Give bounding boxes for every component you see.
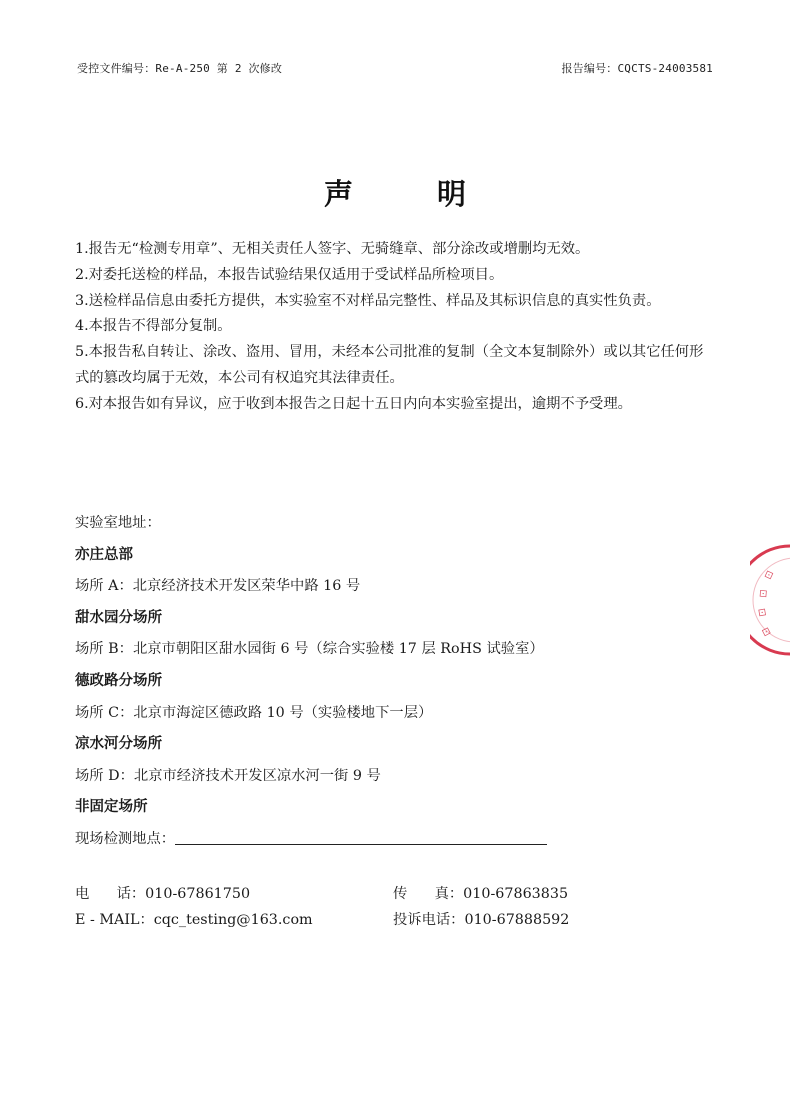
complaint-phone-label: 投诉电话： [393, 912, 465, 928]
phone-value: 010-67861750 [145, 886, 251, 902]
controlled-document-number: 受控文件编号：Re-A-250 第 2 次修改 [77, 62, 283, 75]
complaint-phone-field [393, 909, 569, 929]
complaint-phone-value: 010-67888592 [464, 912, 570, 928]
phone-label: 电 话： [75, 886, 146, 902]
site-address: 场所 D：北京市经济技术开发区凉水河一街 9 号 [75, 767, 381, 784]
lab-address-section [75, 508, 695, 856]
report-number: 报告编号：CQCTS-24003581 [561, 62, 713, 75]
site-name: 德政路分场所 [75, 672, 162, 689]
svg-text:⊡: ⊡ [762, 569, 777, 582]
onsite-location-row [75, 824, 695, 856]
page-title [0, 172, 790, 213]
declaration-list [75, 237, 715, 418]
title-char-1: 声 [323, 177, 353, 211]
email-field [75, 909, 313, 929]
email-label: E - MAIL： [75, 912, 154, 928]
phone-field [75, 883, 250, 903]
declaration-item: 2.对委托送检的样品，本报告试验结果仅适用于受试样品所检项目。 [75, 266, 504, 283]
site-name: 凉水河分场所 [75, 736, 162, 753]
declaration-item: 6.对本报告如有异议，应于收到本报告之日起十五日内向本实验室提出，逾期不予受理。 [75, 395, 632, 412]
lab-address-heading: 实验室地址： [75, 515, 161, 531]
fax-value: 010-67863835 [463, 886, 569, 902]
title-char-2: 明 [437, 177, 467, 211]
onsite-location-blank-line [175, 827, 547, 845]
partial-seal-stamp-icon [750, 540, 790, 660]
svg-text:⊡: ⊡ [756, 607, 769, 618]
fax-label: 传 真： [393, 886, 464, 902]
declaration-item: 3.送检样品信息由委托方提供，本实验室不对样品完整性、样品及其标识信息的真实性负责。 [75, 292, 661, 309]
svg-text:⊡: ⊡ [758, 588, 770, 599]
declaration-item: 1.报告无“检测专用章”、无相关责任人签字、无骑缝章、部分涂改或增删均无效。 [75, 241, 590, 257]
site-address: 场所 B：北京市朝阳区甜水园街 6 号（综合实验楼 17 层 RoHS 试验室） [75, 641, 544, 658]
site-address: 场所 A：北京经济技术开发区荣华中路 16 号 [75, 578, 361, 595]
site-name: 非固定场所 [75, 799, 148, 816]
fax-field [393, 883, 568, 903]
declaration-item: 5.本报告私自转让、涂改、盗用、冒用，未经本公司批准的复制（全文本复制除外）或以其它任何形式的篡改均属于无效，本公司有权追究其法律责任。 [75, 344, 704, 386]
declaration-item: 4.本报告不得部分复制。 [75, 318, 232, 335]
email-value: cqc_testing@163.com [153, 912, 313, 928]
site-name: 甜水园分场所 [75, 609, 162, 626]
site-name: 亦庄总部 [75, 546, 133, 563]
onsite-location-label: 现场检测地点： [75, 830, 176, 847]
svg-text:⊡: ⊡ [759, 625, 774, 638]
site-address: 场所 C：北京市海淀区德政路 10 号（实验楼地下一层） [75, 704, 433, 721]
